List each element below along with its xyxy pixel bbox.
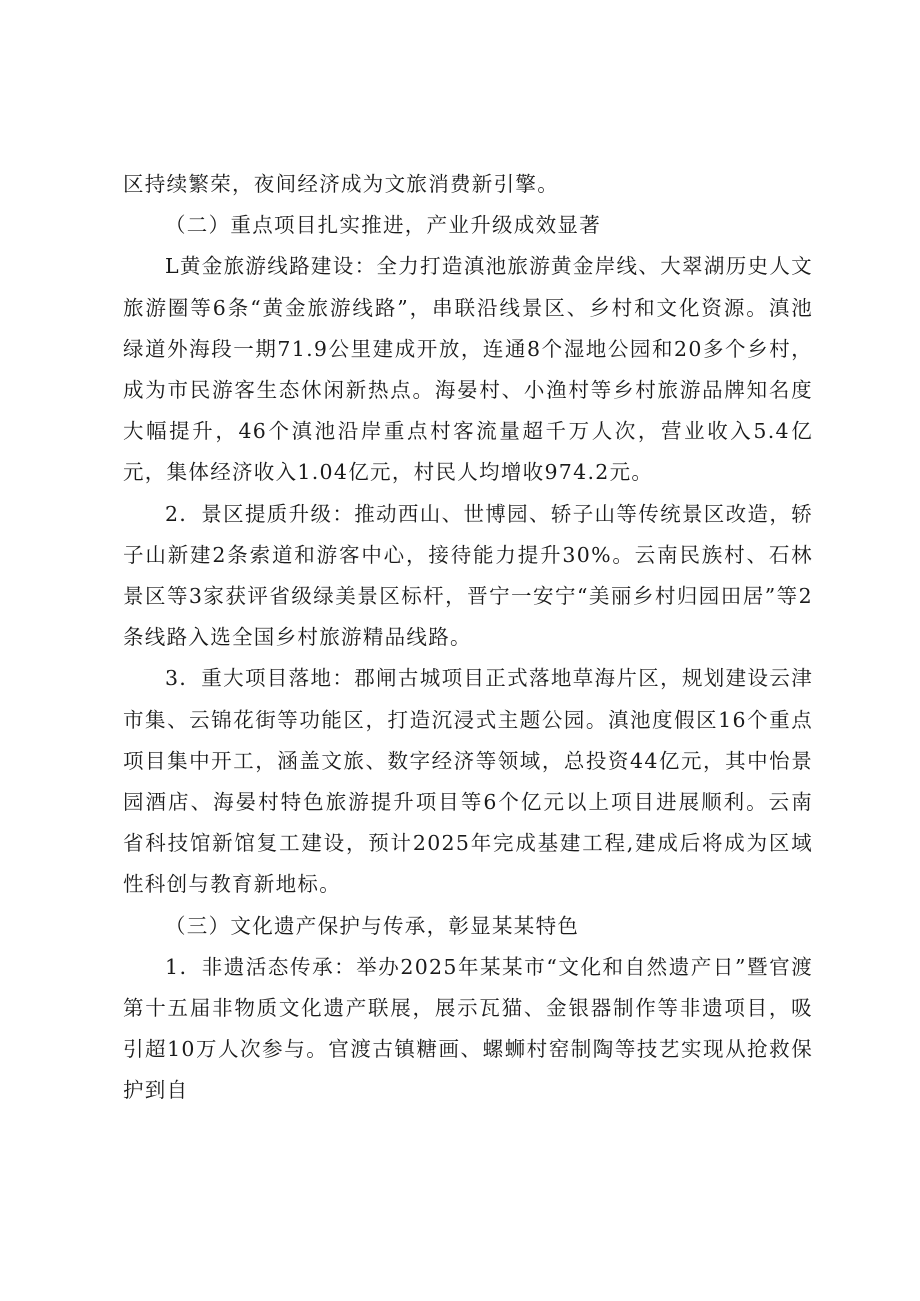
section-heading-2: （二）重点项目扎实推进，产业升级成效显著 — [165, 213, 601, 238]
paragraph-scenic-upgrade: 2．景区提质升级：推动西山、世博园、轿子山等传统景区改造，轿子山新建2条索道和游客中心，接待能力提升30%。云南民族村、石林景区等3家获评省级绿美景区标杆，晋宁一安宁“美丽乡村归园田居”等2条线路入选全国乡村旅游精品线路。 — [123, 501, 813, 650]
paragraph-heritage: 1．非遗活态传承：举办2025年某某市“文化和自然遗产日”暨官渡第十五届非物质文化遗产联展，展示瓦猫、金银器制作等非遗项目，吸引超10万人次参与。官渡古镇糖画、螺蛳村窑制陶等技艺实现从抢救保护到自 — [123, 954, 813, 1103]
document-body — [123, 164, 813, 1112]
paragraph-continuation: 区持续繁荣，夜间经济成为文旅消费新引擎。 — [123, 172, 559, 196]
paragraph-major-projects: 3．重大项目落地：郡闸古城项目正式落地草海片区，规划建设云津市集、云锦花街等功能区，打造沉浸式主题公园。滇池度假区16个重点项目集中开工，涵盖文旅、数字经济等领域，总投资44亿元，其中怡景园酒店、海晏村特色旅游提升项目等6个亿元以上项目进展顺利。云南省科技馆新馆复工建设，预计2025年完成基建工程,建成后将成为区域性科创与教育新地标。 — [123, 666, 813, 897]
paragraph-golden-routes: L黄金旅游线路建设：全力打造滇池旅游黄金岸线、大翠湖历史人文旅游圈等6条“黄金旅游线路”，串联沿线景区、乡村和文化资源。滇池绿道外海段一期71.9公里建成开放，连通8个湿地公园和20多个乡村，成为市民游客生态休闲新热点。海晏村、小渔村等乡村旅游品牌知名度大幅提升，46个滇池沿岸重点村客流量超千万人次，营业收入5.4亿元，集体经济收入1.04亿元，村民人均增收974.2元。 — [123, 254, 813, 485]
section-heading-3: （三）文化遗产保护与传承，彰显某某特色 — [165, 913, 580, 938]
